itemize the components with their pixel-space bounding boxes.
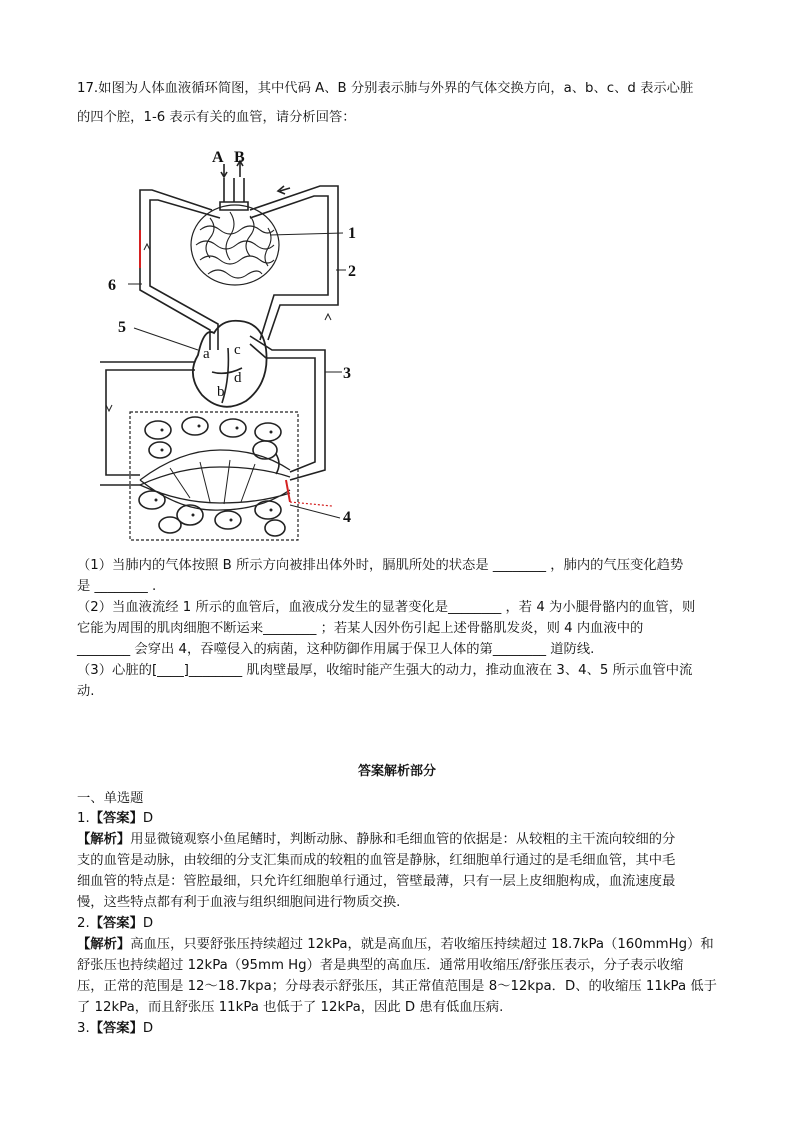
label-4: 4 [343,509,351,526]
label-B: B [234,150,245,166]
label-d: d [234,370,242,386]
subquestion-1-line-1: （1）当肺内的气体按照 B 所示方向被排出体外时，膈肌所处的状态是 ________ ，肺内的气压变化趋势 [77,558,684,573]
answer-line: 2.【答案】D [77,916,154,931]
analysis-line: 细血管的特点是：管腔最细，只允许红细胞单行通过，管壁最薄，只有一层上皮细胞构成，血流速度最 [77,874,676,889]
subquestion-3-line-2: 动. [77,684,95,699]
answer-line: 1.【答案】D [77,811,154,826]
subquestion-2-line-2: 它能为周围的肌肉细胞不断运来________ ；若某人因外伤引起上述骨骼肌发炎，则 4 内血液中的 [77,621,644,636]
question-line-2: 的四个腔，1-6 表示有关的血管，请分析回答： [77,110,356,125]
subquestion-1-line-2: 是 ________ . [77,579,157,594]
label-b: b [217,384,225,400]
section-heading: 一、单选题 [77,791,144,806]
label-A: A [212,150,224,166]
subquestion-2-line-3: ________ 会穿出 4，吞噬侵入的病菌，这种防御作用属于保卫人体的第________ 道防线. [77,642,595,657]
answer-line: 3.【答案】D [77,1021,154,1036]
analysis-line: 【解析】高血压，只要舒张压持续超过 12kPa，就是高血压，若收缩压持续超过 18.7kPa（160mmHg）和 [77,937,714,952]
label-1: 1 [348,225,356,242]
analysis-line: 支的血管是动脉，由较细的分支汇集而成的较粗的血管是静脉，红细胞单行通过的是毛细血管，其中毛 [77,853,676,868]
label-2: 2 [348,263,356,280]
blood-circulation-diagram [100,150,370,545]
label-c: c [234,342,241,358]
analysis-line: 慢，这些特点都有利于血液与组织细胞间进行物质交换. [77,895,401,910]
subquestion-2-line-1: （2）当血液流经 1 所示的血管后，血液成分发生的显著变化是________ ，若 4 为小腿骨骼内的血管，则 [77,600,696,615]
analysis-line: 了 12kPa，而且舒张压 11kPa 也低于了 12kPa，因此 D 患有低血压病. [77,1000,504,1015]
label-6: 6 [108,277,116,294]
subquestion-3-line-1: （3）心脏的[____]________ 肌肉壁最厚，收缩时能产生强大的动力，推动血液在 3、4、5 所示血管中流 [77,663,693,678]
question-line-1: 17.如图为人体血液循环简图，其中代码 A、B 分别表示肺与外界的气体交换方向，a、b、c、d 表示心脏 [77,81,694,96]
analysis-line: 【解析】用显微镜观察小鱼尾鳍时，判断动脉、静脉和毛细血管的依据是：从较粗的主干流向较细的分 [77,832,676,847]
label-5: 5 [118,319,126,336]
analysis-line: 压，正常的范围是 12～18.7kpa；分母表示舒张压，其正常值范围是 8～12kpa．D、的收缩压 11kPa 低于 [77,979,717,994]
label-3: 3 [343,365,351,382]
label-a: a [203,346,210,362]
analysis-line: 舒张压也持续超过 12kPa（95mm Hg）者是典型的高血压．通常用收缩压/舒张压表示，分子表示收缩 [77,958,684,973]
answer-section-title: 答案解析部分 [357,764,436,779]
